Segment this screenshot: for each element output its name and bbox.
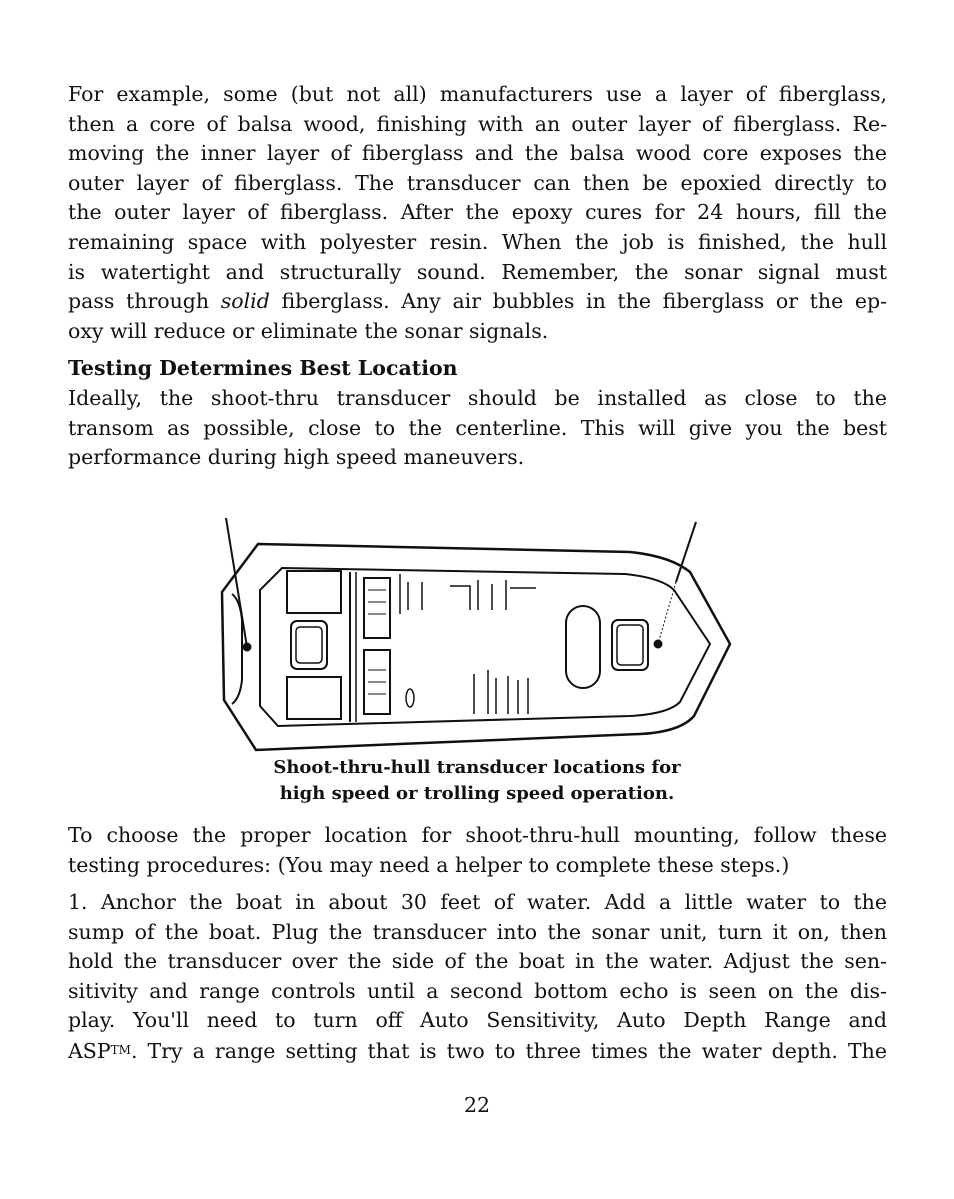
transducer-location-transom <box>244 644 251 651</box>
bow-pointer-dotted <box>658 582 676 644</box>
text-fragment: ASP <box>68 1038 111 1063</box>
text-line: 1. Anchor the boat in about 30 feet of water. Add a little water to the <box>68 890 887 914</box>
text-line: outer layer of fiberglass. The transducer can then be epoxied directly to <box>68 170 887 195</box>
text-line: remaining space with polyester resin. When the job is finished, the hull <box>68 229 887 254</box>
rear-hatch-top <box>287 571 341 613</box>
paragraph-ideal-location <box>68 384 887 473</box>
text-line: sitivity and range controls until a second bottom echo is seen on the dis- <box>68 978 887 1003</box>
paragraph-step-1 <box>68 888 887 1066</box>
text-line: moving the inner layer of fiberglass and the balsa wood core exposes the <box>68 141 887 166</box>
text-line: then a core of balsa wood, finishing with an outer layer of fiberglass. Re- <box>68 111 887 136</box>
bow-pointer-line <box>676 522 696 582</box>
text-line: To choose the proper location for shoot-thru-hull mounting, follow these <box>68 823 887 847</box>
text-line: performance during high speed maneuvers. <box>68 445 525 470</box>
text-line: sump of the boat. Plug the transducer into the sonar unit, turn it on, then <box>68 919 887 944</box>
boat-hull-diagram <box>210 510 740 755</box>
text-fragment: . Try a range setting that is two to three times the water depth. The <box>130 1038 887 1063</box>
text-line: oxy will reduce or eliminate the sonar signals. <box>68 318 549 343</box>
text-line: For example, some (but not all) manufacturers use a layer of fiberglass, <box>68 82 887 106</box>
rear-hatch-bottom <box>287 677 341 719</box>
deck-lines-top <box>400 574 536 614</box>
section-heading: Testing Determines Best Location <box>68 356 458 380</box>
page-number: 22 <box>463 1093 491 1117</box>
text-line: is watertight and structurally sound. Remember, the sonar signal must <box>68 259 887 284</box>
text-fragment: pass through <box>68 289 221 314</box>
figure-caption <box>200 755 754 807</box>
transom <box>232 594 242 704</box>
deck-lines-bottom <box>474 670 528 714</box>
text-line: transom as possible, close to the centerline. This will give you the best <box>68 415 887 440</box>
drain-plug <box>406 689 414 707</box>
paragraph-testing-procedures <box>68 821 887 880</box>
front-hatch <box>566 606 600 688</box>
transducer-location-bow <box>655 641 662 648</box>
emphasis-solid: solid <box>220 289 270 314</box>
text-line: play. You'll need to turn off Auto Sensitivity, Auto Depth Range and <box>68 1008 887 1033</box>
text-line-asp <box>68 1036 887 1066</box>
text-line: testing procedures: (You may need a helper to complete these steps.) <box>68 852 790 877</box>
paragraph-fiberglass <box>68 80 887 346</box>
storage-top <box>364 578 390 638</box>
trademark-symbol: TM <box>110 1042 131 1057</box>
text-line: Ideally, the shoot-thru transducer should be installed as close to the <box>68 386 887 410</box>
text-line: the outer layer of fiberglass. After the epoxy cures for 24 hours, fill the <box>68 200 887 225</box>
text-line: hold the transducer over the side of the boat in the water. Adjust the sen- <box>68 949 887 974</box>
text-fragment: fiberglass. Any air bubbles in the fiberglass or the ep- <box>269 289 887 314</box>
text-line-solid <box>68 287 887 317</box>
caption-line: high speed or trolling speed operation. <box>279 783 675 804</box>
caption-line: Shoot-thru-hull transducer locations for <box>273 757 681 778</box>
